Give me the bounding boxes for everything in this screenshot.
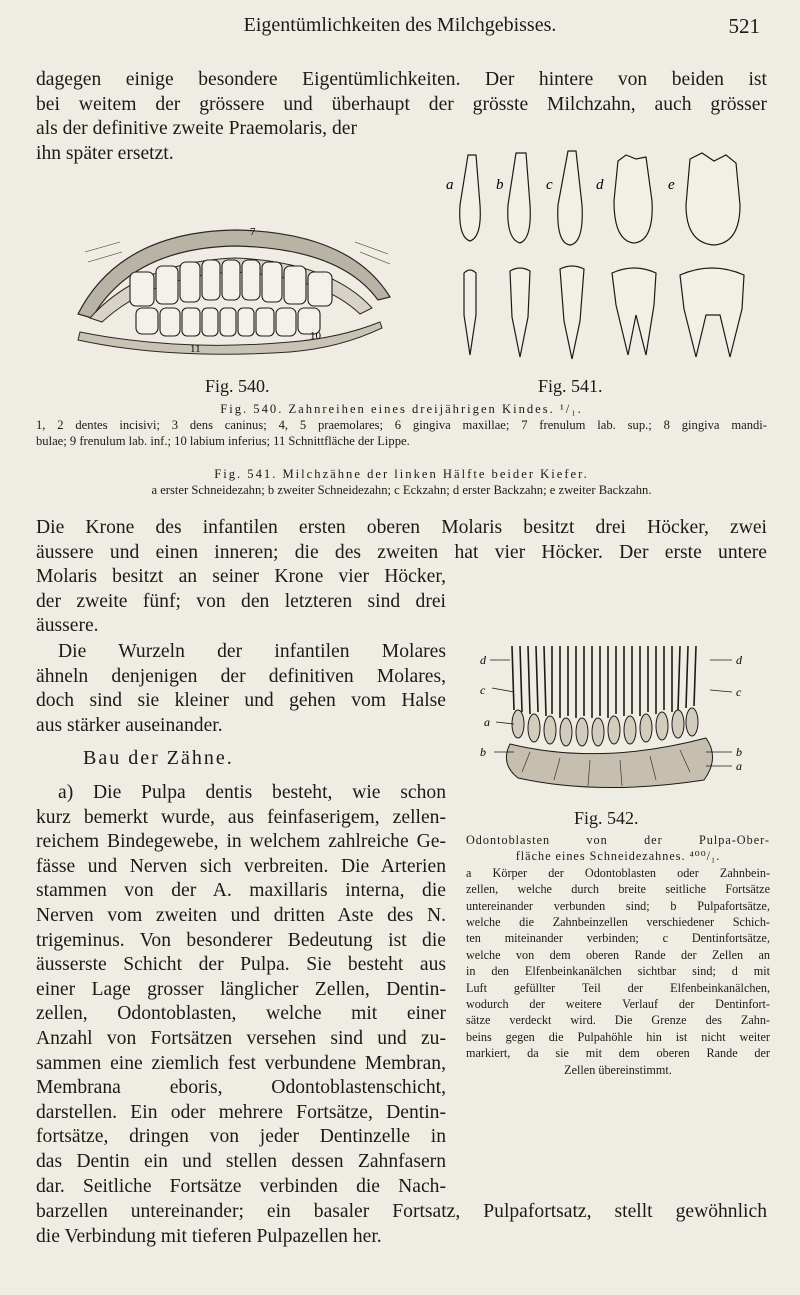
text-line: bei weitem der grössere und überhaupt der grösste Milchzahn, auch grösser — [36, 93, 767, 115]
text-line: äussere. — [36, 615, 99, 637]
caption-541 — [36, 466, 767, 498]
caption-542-title: fläche eines Schneidezahnes. ⁴⁰⁰/₁. — [515, 849, 721, 864]
text-line: die Verbindung mit tieferen Pulpazellen her. — [36, 1225, 382, 1247]
text-line: ähneln denjenigen der definitiven Molares, — [36, 665, 446, 687]
text-line: trigeminus. Von besonderer Bedeutung ist die — [36, 929, 446, 951]
caption-line: 1, 2 dentes incisivi; 3 dens caninus; 4, 5 praemolares; 6 gingiva maxillae; 7 frenulum lab. sup.; 8 gingiva mandi- — [36, 418, 767, 432]
fig540-label: Fig. 540. — [205, 376, 270, 396]
caption-line: bulae; 9 frenulum lab. inf.; 10 labium inferius; 11 Schnittfläche der Lippe. — [36, 434, 410, 448]
page-number: 521 — [728, 14, 760, 38]
text-line: Die Wurzeln der infantilen Molares — [58, 641, 446, 662]
running-title: Eigentümlichkeiten des Milchgebisses. — [243, 14, 557, 36]
text-line: kurz bemerkt wurde, aus feinfaserigem, zellen- — [36, 806, 446, 828]
text-line: dar. Seitliche Fortsätze verbinden die Nach- — [36, 1175, 446, 1197]
caption-line: welche die Zahnbeinzellen verschiedener Schich- — [466, 915, 770, 930]
fig541-letter: c — [546, 177, 553, 193]
caption-542-title: Odontoblasten von der Pulpa-Ober- — [466, 833, 770, 847]
fig540-number-label: 10 — [310, 330, 321, 342]
text-line: Membrana eboris, Odontoblastenschicht, — [36, 1077, 446, 1099]
caption-540 — [36, 401, 767, 449]
text-line: barzellen untereinander; ein basaler Fortsatz, Pulpafortsatz, stellt gewöhnlich — [36, 1201, 767, 1222]
caption-541-title: Fig. 541. Milchzähne der linken Hälfte beider Kiefer. — [214, 467, 589, 481]
text-line: Die Krone des infantilen ersten oberen Molaris besitzt drei Höcker, zwei — [36, 517, 767, 538]
fig540-number-label: 11 — [190, 343, 201, 355]
caption-line: sätze verdeckt wird. Die Grenze des Zahn- — [466, 1013, 770, 1028]
text-line: äussere und einen inneren; die des zweiten hat vier Höcker. Der erste untere — [36, 541, 767, 563]
text-line: Anzahl von Fortsätzen versehen sind und zu- — [36, 1027, 446, 1049]
odontoblast-illustration — [470, 640, 770, 800]
text-line: doch sind sie kleiner und gehen vom Halse — [36, 690, 446, 712]
fig541-letter: b — [496, 177, 504, 193]
fig542-letter: b — [480, 745, 486, 759]
text-line: Molaris besitzt an seiner Krone vier Höcker, — [36, 566, 446, 587]
caption-line: wodurch der weitere Verlauf der Dentinfort- — [466, 997, 770, 1012]
text-line: Nerven vom zweiten und dritten Aste des N. — [36, 904, 446, 926]
text-line: sammen eine ziemlich fest verbundene Membran, — [36, 1052, 446, 1074]
text-line: der zweite fünf; von den letzteren sind drei — [36, 590, 446, 612]
fig542-letter: a — [736, 759, 742, 773]
caption-line: ten miteinander verbinden; c Dentinfortsätze, — [466, 931, 770, 946]
fig542-letter: c — [736, 685, 742, 699]
fig541-letter: e — [668, 177, 675, 193]
caption-line: Luft gefüllter Teil der Elfenbeinkanälchen, — [466, 980, 770, 995]
text-line: stammen von der A. maxillaris interna, die — [36, 880, 446, 902]
intro-paragraph-continued — [36, 117, 456, 166]
fig542-letter: b — [736, 745, 742, 759]
figure-540 — [60, 222, 405, 360]
dental-arch-illustration — [60, 222, 405, 360]
caption-542 — [466, 832, 770, 1078]
text-line: ihn später ersetzt. — [36, 142, 174, 164]
text-line: dagegen einige besondere Eigentümlichkeiten. Der hintere von beiden ist — [36, 69, 767, 90]
text-line: reichem Bindegewebe, in welchem zahlreiche Ge- — [36, 831, 446, 853]
text-line: fortsätze, dringen von jeder Dentinzelle in — [36, 1126, 446, 1148]
caption-line: untereinander verbunden sind; b Pulpafortsätze, — [466, 898, 770, 913]
figure-541 — [440, 145, 780, 370]
text-line: zellen, Odontoblasten, welche mit einer — [36, 1003, 446, 1025]
fig541-label: Fig. 541. — [538, 376, 603, 396]
text-line: das Dentin ein und stellen dessen Zahnfasern — [36, 1150, 446, 1172]
text-line: a) Die Pulpa dentis besteht, wie schon — [58, 782, 446, 803]
text-line: äusserste Schicht der Pulpa. Sie besteht aus — [36, 954, 446, 976]
text-line: einer Lage grosser länglicher Zellen, Dentin- — [36, 978, 446, 1000]
text-line: als der definitive zweite Praemolaris, der — [36, 118, 357, 139]
fig542-letter: c — [480, 683, 486, 697]
paragraph-roots — [36, 640, 446, 738]
caption-line: in den Elfenbeinkanälchen sichtbar sind; d mit — [466, 964, 770, 979]
fig541-letter: d — [596, 177, 604, 193]
text-line: aus stärker auseinander. — [36, 714, 223, 736]
fig542-letter: a — [484, 715, 490, 729]
fig540-number-label: 7 — [250, 226, 256, 238]
fig541-letter: a — [446, 177, 454, 193]
caption-line: beins gegen die Pulpahöhle hin ist nicht weiter — [466, 1029, 770, 1044]
text-line: fässe und Nerven sich verbreiten. Die Arterien — [36, 855, 446, 877]
caption-line: a Körper der Odontoblasten oder Zahnbein- — [466, 865, 770, 880]
paragraph-pulpa — [36, 781, 446, 1199]
caption-540-title: Fig. 540. Zahnreihen eines dreijährigen Kindes. ¹/₁. — [220, 402, 583, 416]
paragraph-molar-crowns-continued — [36, 565, 446, 639]
caption-line: a erster Schneidezahn; b zweiter Schneidezahn; c Eckzahn; d erster Backzahn; e zweiter Backzahn. — [151, 483, 652, 497]
fig542-letter: d — [736, 653, 742, 667]
caption-line: welche von dem oberen Rande der Zellen an — [466, 947, 770, 962]
running-header — [0, 14, 800, 44]
caption-line: zellen, welche durch breite seitliche Fortsätze — [466, 882, 770, 897]
section-heading: Bau der Zähne. — [83, 747, 234, 769]
intro-paragraph — [36, 68, 767, 117]
paragraph-molar-crowns — [36, 516, 767, 565]
caption-line: Zellen übereinstimmt. — [564, 1062, 672, 1077]
fig542-label: Fig. 542. — [574, 808, 639, 828]
figure-542 — [470, 640, 770, 800]
paragraph-pulpa-end — [36, 1200, 767, 1249]
fig542-letter: d — [480, 653, 486, 667]
milk-teeth-illustration — [440, 145, 780, 370]
text-line: darstellen. Ein oder mehrere Fortsätze, Dentin- — [36, 1101, 446, 1123]
caption-line: markiert, da sie mit dem oberen Rande der — [466, 1046, 770, 1061]
